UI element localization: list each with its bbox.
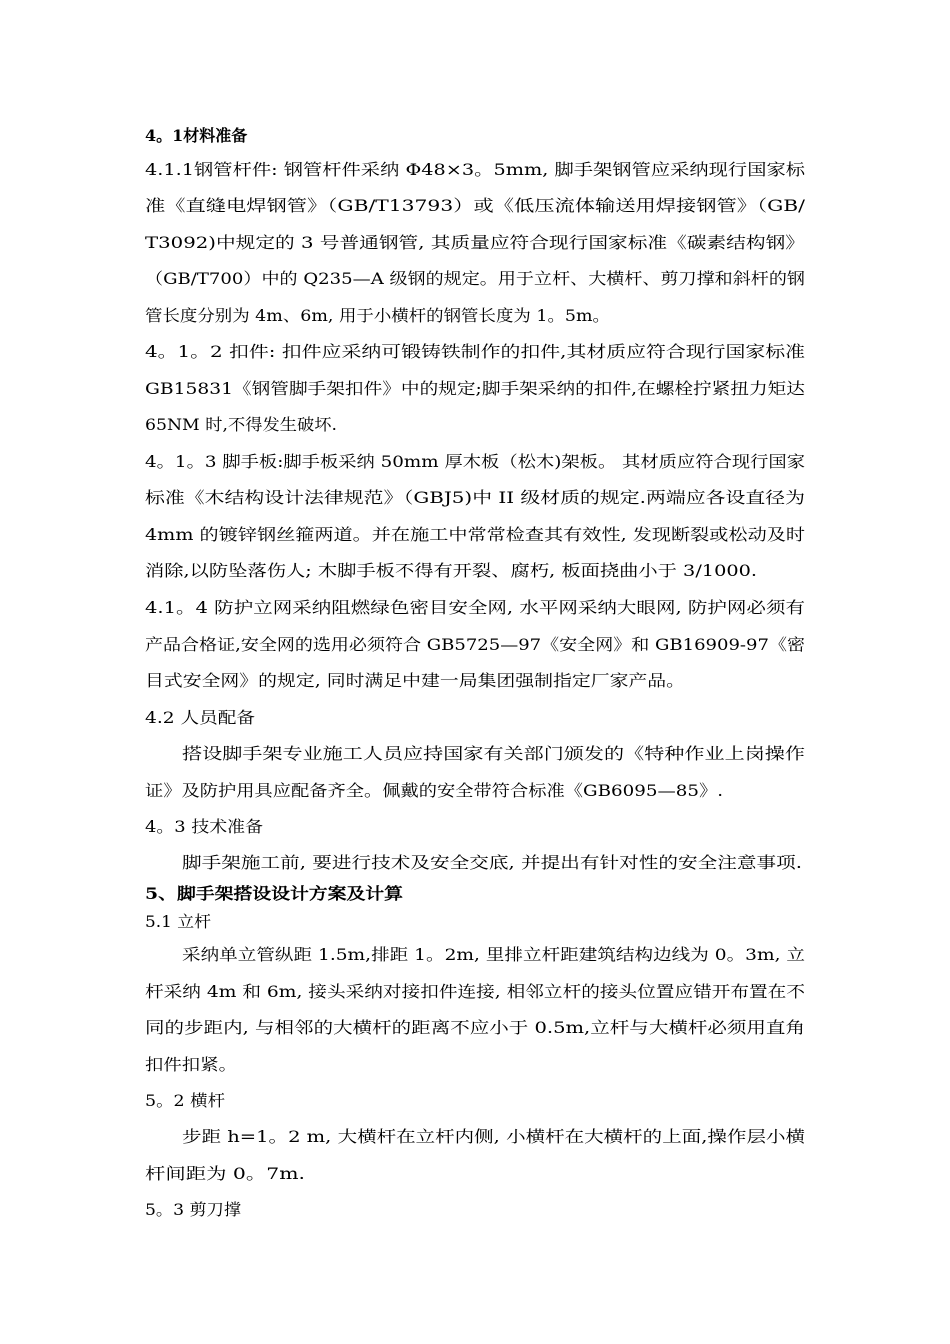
line-text: 杆采纳 4m 和 6m, 接头采纳对接扣件连接, 相邻立杆的接头位置应错开布置在不 bbox=[145, 982, 805, 1001]
paragraph-line bbox=[145, 598, 950, 618]
heading-4-3 bbox=[145, 817, 950, 837]
heading-5-3 bbox=[145, 1200, 950, 1220]
paragraph-line bbox=[145, 1018, 950, 1038]
line-text: T3092)中规定的 3 号普通钢管, 其质量应符合现行国家标准《碳素结构钢》 bbox=[145, 233, 805, 252]
paragraph-line bbox=[145, 342, 950, 362]
paragraph-line bbox=[145, 671, 950, 691]
line-text: 消除,以防坠落伤人; 木脚手板不得有开裂、腐朽, 板面挠曲小于 3/1000. bbox=[145, 561, 757, 580]
heading-4-1 bbox=[145, 126, 950, 146]
line-text: 同的步距内, 与相邻的大横杆的距离不应小于 0.5m,立杆与大横杆必须用直角 bbox=[145, 1018, 805, 1037]
paragraph-line bbox=[145, 379, 950, 399]
line-text: 65NM 时,不得发生破坏. bbox=[145, 415, 338, 434]
line-text: 5、脚手架搭设设计方案及计算 bbox=[145, 884, 403, 903]
paragraph-line bbox=[182, 1127, 950, 1147]
line-text: 4.1。4 防护立网采纳阻燃绿色密目安全网, 水平网采纳大眼网, 防护网必须有 bbox=[145, 598, 805, 617]
line-text: 脚手架施工前, 要进行技术及安全交底, 并提出有针对性的安全注意事项. bbox=[182, 853, 803, 872]
line-text: 4。1材料准备 bbox=[145, 126, 248, 145]
paragraph-line bbox=[145, 635, 950, 655]
paragraph-line bbox=[145, 982, 950, 1002]
paragraph-line bbox=[145, 269, 950, 289]
line-text: 扣件扣紧。 bbox=[145, 1055, 238, 1074]
paragraph-line bbox=[182, 744, 950, 764]
paragraph-line bbox=[182, 945, 950, 965]
line-text: 杆间距为 0。7m. bbox=[145, 1164, 306, 1183]
heading-5-1 bbox=[145, 912, 950, 932]
line-text: 5。2 横杆 bbox=[145, 1091, 225, 1110]
paragraph-line bbox=[145, 233, 950, 253]
paragraph-line bbox=[145, 306, 950, 326]
line-text: 步距 h=1。2 m, 大横杆在立杆内侧, 小横杆在大横杆的上面,操作层小横 bbox=[182, 1127, 805, 1146]
line-text: 4。1。3 脚手板:脚手板采纳 50mm 厚木板（松木)架板。 其材质应符合现行国家 bbox=[145, 452, 806, 471]
paragraph-line bbox=[145, 488, 950, 508]
line-text: 产品合格证,安全网的选用必须符合 GB5725—97《安全网》和 GB16909-97《密 bbox=[145, 635, 806, 654]
heading-5-2 bbox=[145, 1091, 950, 1111]
paragraph-line bbox=[145, 561, 950, 581]
line-text: （GB/T700）中的 Q235—A 级钢的规定。用于立杆、大横杆、剪刀撑和斜杆的钢 bbox=[145, 269, 805, 288]
line-text: 4.2 人员配备 bbox=[145, 708, 255, 727]
line-text: 证》及防护用具应配备齐全。佩戴的安全带符合标准《GB6095—85》. bbox=[145, 781, 724, 800]
line-text: 标准《木结构设计法律规范》（GBJ5)中 II 级材质的规定.两端应各设直径为 bbox=[145, 488, 806, 507]
paragraph-line bbox=[145, 415, 950, 435]
line-text: 目式安全网》的规定, 同时满足中建一局集团强制指定厂家产品。 bbox=[145, 671, 686, 690]
paragraph-line bbox=[145, 196, 950, 216]
line-text: 搭设脚手架专业施工人员应持国家有关部门颁发的《特种作业上岗操作 bbox=[182, 744, 805, 763]
line-text: 5。3 剪刀撑 bbox=[145, 1200, 242, 1219]
line-text: 采纳单立管纵距 1.5m,排距 1。2m, 里排立杆距建筑结构边线为 0。3m, 立 bbox=[182, 945, 805, 964]
paragraph-line bbox=[145, 1164, 950, 1184]
paragraph-line bbox=[182, 853, 950, 873]
paragraph-line bbox=[145, 525, 950, 545]
line-text: 准《直缝电焊钢管》（GB/T13793）或《低压流体输送用焊接钢管》（GB/ bbox=[145, 196, 805, 215]
line-text: 4.1.1钢管杆件: 钢管杆件采纳 Φ48×3。5mm, 脚手架钢管应采纳现行国家标 bbox=[145, 160, 806, 179]
line-text: GB15831《钢管脚手架扣件》中的规定;脚手架采纳的扣件,在螺栓拧紧扭力矩达 bbox=[145, 379, 805, 398]
paragraph-line bbox=[145, 1055, 950, 1075]
heading-4-2 bbox=[145, 708, 950, 728]
paragraph-line bbox=[145, 781, 950, 801]
paragraph-line bbox=[145, 160, 950, 180]
line-text: 4。3 技术准备 bbox=[145, 817, 264, 836]
line-text: 4mm 的镀锌钢丝箍两道。并在施工中常常检查其有效性, 发现断裂或松动及时 bbox=[145, 525, 806, 544]
line-text: 5.1 立杆 bbox=[145, 912, 211, 931]
paragraph-line bbox=[145, 452, 950, 472]
line-text: 4。1。2 扣件: 扣件应采纳可锻铸铁制作的扣件,其材质应符合现行国家标准 bbox=[145, 342, 806, 361]
line-text: 管长度分别为 4m、6m, 用于小横杆的钢管长度为 1。5m。 bbox=[145, 306, 610, 325]
heading-5 bbox=[145, 884, 950, 904]
